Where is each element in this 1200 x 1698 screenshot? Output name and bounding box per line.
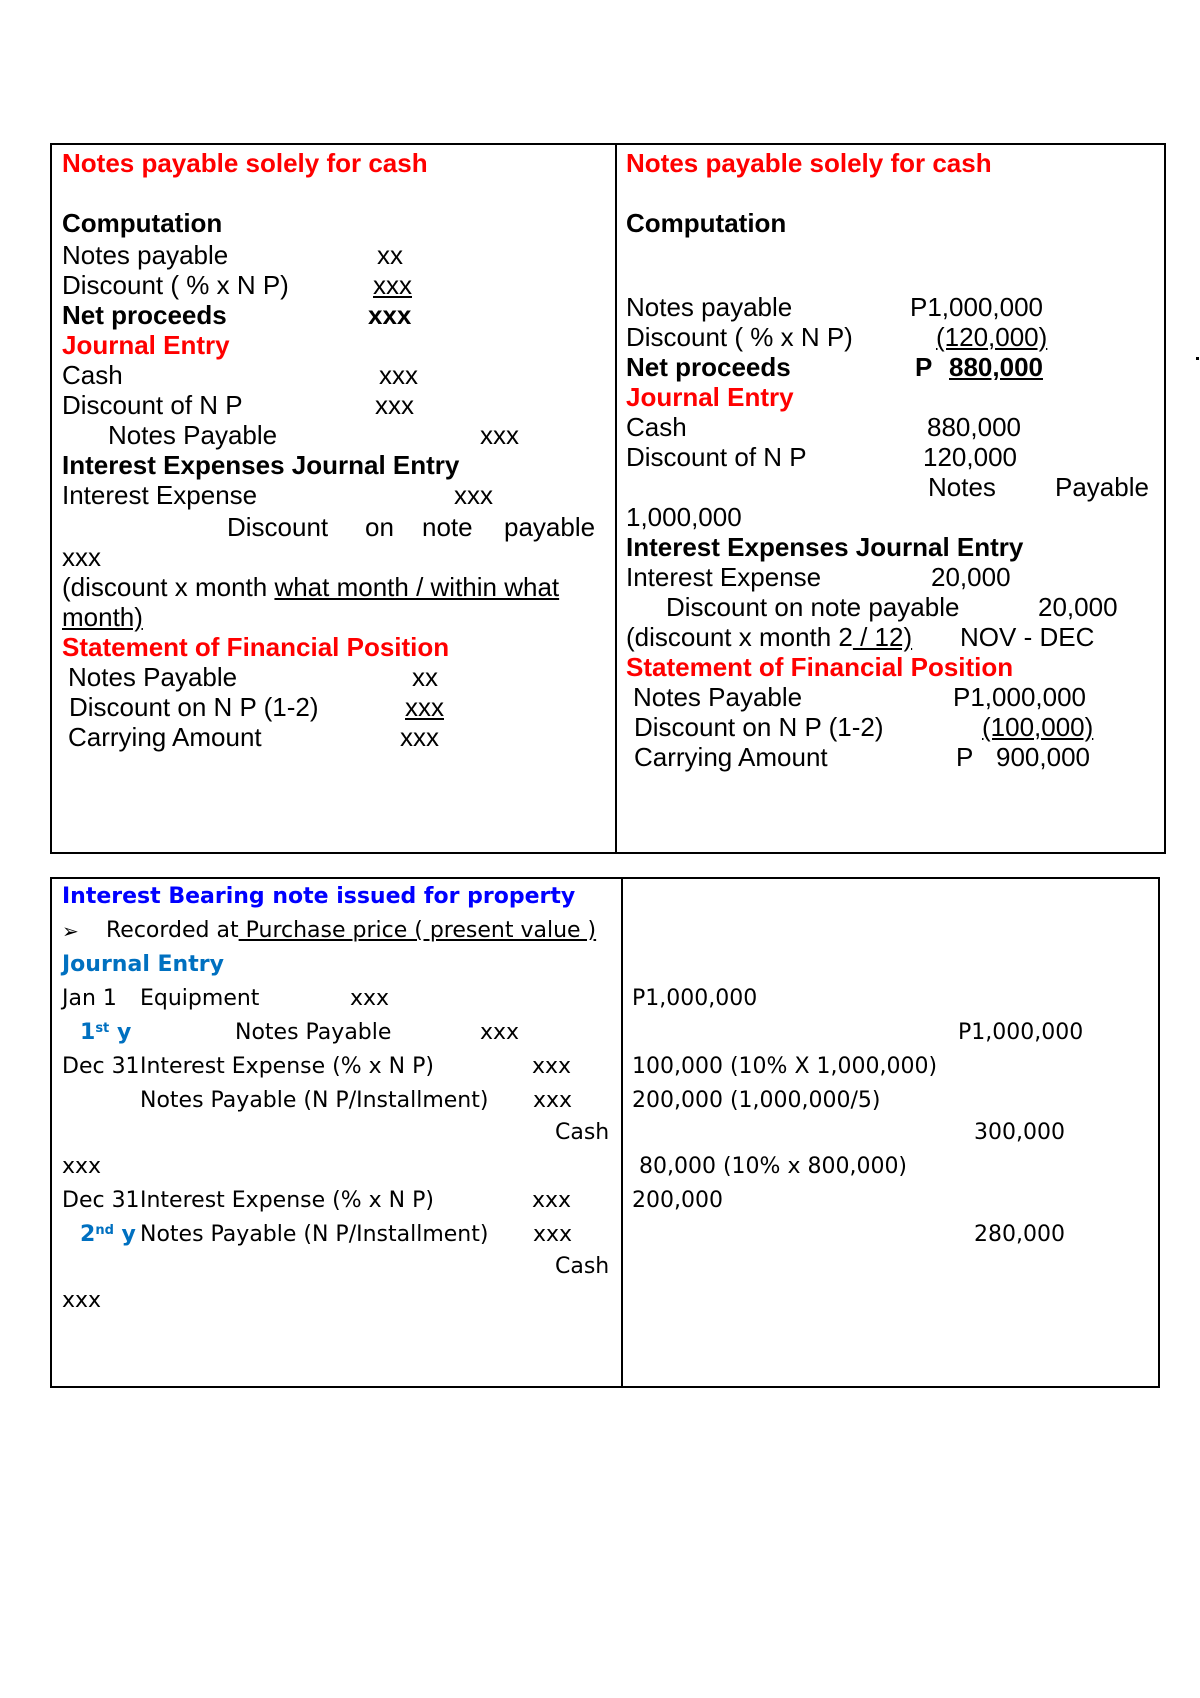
recorded-line bbox=[106, 915, 596, 947]
year-1-suffix: st bbox=[95, 1021, 110, 1036]
dec2-ie-label: Interest Expense (% x N P) bbox=[140, 1188, 434, 1213]
right-cash-2: 280,000 bbox=[974, 1222, 1065, 1247]
recorded-underlined: Purchase price ( present value ) bbox=[238, 918, 597, 943]
year-2-number: 2 bbox=[80, 1222, 96, 1247]
left-dnp-label: Discount of N P bbox=[62, 390, 243, 420]
year-2-label bbox=[80, 1219, 136, 1251]
right-sfp-ca-value: 900,000 bbox=[996, 742, 1090, 772]
right-sfp-disc-value: (100,000) bbox=[982, 712, 1094, 742]
dec1-np-label: Notes Payable (N P/Installment) bbox=[140, 1088, 489, 1113]
right-installment-1: 200,000 (1,000,000/5) bbox=[632, 1088, 881, 1113]
jan-account: Equipment bbox=[140, 986, 260, 1011]
right-npay-word: Notes bbox=[928, 472, 996, 502]
right-np1-value: P1,000,000 bbox=[958, 1020, 1084, 1045]
right-dnote-value: 20,000 bbox=[1038, 592, 1118, 622]
property-heading: Interest Bearing note issued for property bbox=[62, 884, 576, 909]
left-formula-prefix: (discount x month bbox=[62, 572, 275, 602]
right-cash-value: 880,000 bbox=[927, 412, 1021, 442]
right-npay-word: Payable bbox=[1055, 472, 1149, 502]
right-formula-months: NOV - DEC bbox=[960, 622, 1095, 652]
left-discount-label: Discount ( % x N P) bbox=[62, 270, 289, 300]
left-sfp-np-value: xx bbox=[412, 662, 438, 692]
right-np-label: Notes payable bbox=[626, 292, 793, 322]
column-divider bbox=[621, 879, 623, 1386]
right-discount-label: Discount ( % x N P) bbox=[626, 322, 853, 352]
right-dnp-value: 120,000 bbox=[923, 442, 1017, 472]
left-np-value: xx bbox=[377, 240, 403, 270]
right-journal-heading: Journal Entry bbox=[626, 382, 794, 412]
left-npay-label: Notes Payable bbox=[108, 420, 278, 450]
year-1-label bbox=[80, 1017, 131, 1049]
left-dnote-word: Discount bbox=[227, 512, 329, 542]
right-equipment-value: P1,000,000 bbox=[632, 986, 758, 1011]
left-heading: Notes payable solely for cash bbox=[62, 148, 428, 178]
left-ie-label: Interest Expense bbox=[62, 480, 258, 510]
left-sfp-disc-value: xxx bbox=[405, 692, 444, 722]
right-net-value: 880,000 bbox=[949, 352, 1043, 382]
right-cash-1: 300,000 bbox=[974, 1120, 1065, 1145]
right-npay-value: 1,000,000 bbox=[626, 502, 742, 532]
left-npay-value: xxx bbox=[480, 420, 519, 450]
margin-mark bbox=[1196, 357, 1199, 360]
right-sfp-np-label: Notes Payable bbox=[633, 682, 803, 712]
left-sfp-np-label: Notes Payable bbox=[68, 662, 238, 692]
left-cash-value: xxx bbox=[379, 360, 418, 390]
left-sfp-ca-value: xxx bbox=[400, 722, 439, 752]
right-computation-title: Computation bbox=[626, 208, 787, 238]
dec2-cash-value: xxx bbox=[62, 1288, 102, 1313]
left-formula-underlined: what month / within what bbox=[274, 572, 560, 602]
right-sfp-disc-label: Discount on N P (1-2) bbox=[634, 712, 884, 742]
right-dnote-label: Discount on note payable bbox=[666, 592, 960, 622]
left-dnp-value: xxx bbox=[375, 390, 414, 420]
right-sfp-ca-label: Carrying Amount bbox=[634, 742, 828, 772]
property-journal-heading: Journal Entry bbox=[62, 952, 224, 977]
year-1-number: 1 bbox=[80, 1020, 96, 1045]
right-sfp-np-value: P1,000,000 bbox=[953, 682, 1087, 712]
dec1-date: Dec 31 bbox=[62, 1054, 140, 1079]
right-cash-label: Cash bbox=[626, 412, 687, 442]
right-heading: Notes payable solely for cash bbox=[626, 148, 992, 178]
column-divider bbox=[615, 145, 617, 852]
year-2-y: y bbox=[121, 1222, 136, 1247]
right-interest-1: 100,000 (10% X 1,000,000) bbox=[632, 1054, 938, 1079]
left-sfp-disc-label: Discount on N P (1-2) bbox=[69, 692, 319, 722]
right-dnp-label: Discount of N P bbox=[626, 442, 807, 472]
right-ie-value: 20,000 bbox=[931, 562, 1011, 592]
dec1-cash-label: Cash bbox=[555, 1120, 610, 1145]
year-1-y: y bbox=[116, 1020, 132, 1045]
year-2-suffix: nd bbox=[95, 1223, 114, 1238]
right-net-prefix: P bbox=[915, 352, 933, 382]
dec2-cash-label: Cash bbox=[555, 1254, 610, 1279]
bullet-arrow-icon: ➢ bbox=[62, 919, 79, 943]
recorded-prefix: Recorded at bbox=[106, 918, 239, 943]
left-net-label: Net proceeds bbox=[62, 300, 227, 330]
jan-date: Jan 1 bbox=[62, 986, 117, 1011]
property-note-table bbox=[50, 877, 1160, 1388]
right-sfp-heading: Statement of Financial Position bbox=[626, 652, 1014, 682]
dec2-ie-value: xxx bbox=[532, 1188, 572, 1213]
right-discount-value: (120,000) bbox=[936, 322, 1048, 352]
right-ie-label: Interest Expense bbox=[626, 562, 822, 592]
dec1-cash-value: xxx bbox=[62, 1154, 102, 1179]
left-sfp-heading: Statement of Financial Position bbox=[62, 632, 450, 662]
notes-cash-table bbox=[50, 143, 1166, 854]
dec2-date: Dec 31 bbox=[62, 1188, 140, 1213]
np1-label: Notes Payable bbox=[235, 1020, 392, 1045]
left-np-label: Notes payable bbox=[62, 240, 229, 270]
right-interest-heading: Interest Expenses Journal Entry bbox=[626, 532, 1024, 562]
left-cash-label: Cash bbox=[62, 360, 123, 390]
right-sfp-ca-prefix: P bbox=[956, 742, 974, 772]
left-ie-value: xxx bbox=[454, 480, 493, 510]
right-np-value: P1,000,000 bbox=[910, 292, 1044, 322]
left-computation-title: Computation bbox=[62, 208, 223, 238]
dec2-np-label: Notes Payable (N P/Installment) bbox=[140, 1222, 489, 1247]
left-sfp-ca-label: Carrying Amount bbox=[68, 722, 262, 752]
dec1-np-value: xxx bbox=[533, 1088, 573, 1113]
right-net-label: Net proceeds bbox=[626, 352, 791, 382]
dec1-ie-label: Interest Expense (% x N P) bbox=[140, 1054, 434, 1079]
left-discount-value: xxx bbox=[373, 270, 412, 300]
left-net-value: xxx bbox=[368, 300, 412, 330]
left-formula-end: month) bbox=[62, 602, 143, 632]
right-formula-prefix: (discount x month 2 bbox=[626, 622, 853, 652]
right-formula-line bbox=[626, 621, 912, 653]
left-interest-heading: Interest Expenses Journal Entry bbox=[62, 450, 460, 480]
np1-value: xxx bbox=[480, 1020, 520, 1045]
jan-value: xxx bbox=[350, 986, 390, 1011]
left-dnote-word: payable bbox=[504, 512, 596, 542]
left-dnote-word: note bbox=[422, 512, 473, 542]
left-formula-line bbox=[62, 571, 559, 603]
left-journal-heading: Journal Entry bbox=[62, 330, 230, 360]
dec1-ie-value: xxx bbox=[532, 1054, 572, 1079]
left-dnote-value: xxx bbox=[62, 542, 101, 572]
right-installment-2: 200,000 bbox=[632, 1188, 723, 1213]
dec2-np-value: xxx bbox=[533, 1222, 573, 1247]
right-formula-underlined: / 12) bbox=[852, 622, 913, 652]
left-dnote-word: on bbox=[365, 512, 394, 542]
right-interest-2: 80,000 (10% x 800,000) bbox=[639, 1154, 908, 1179]
